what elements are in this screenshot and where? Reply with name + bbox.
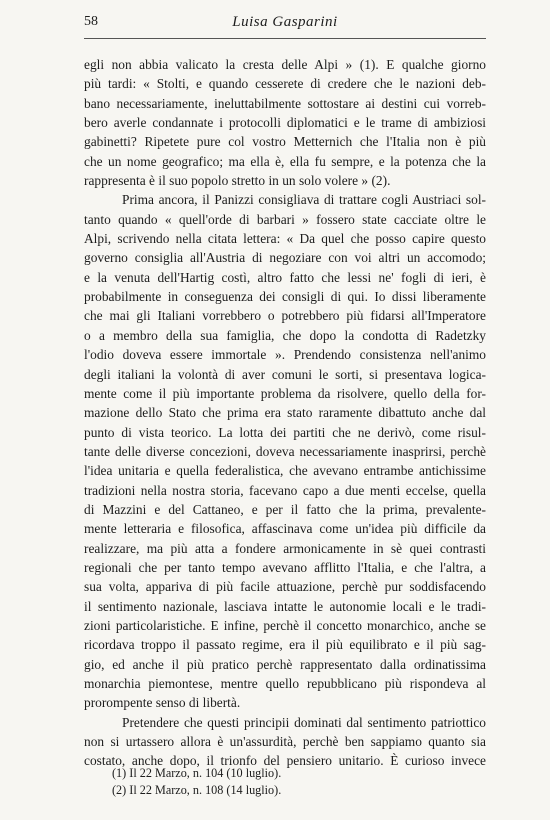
text-line: zioni particolaristiche. E infine, perchè il concetto monarchico, anche se xyxy=(84,617,486,633)
text-line: costato, anche dopo, il trionfo del pensiero unitario. È curioso invece xyxy=(84,753,486,769)
text-line: egli non abbia valicato la cresta delle Alpi » (1). E qualche giorno xyxy=(84,57,486,72)
text-line: probabilmente in conseguenza dei consigli di qui. Io dissi liberamente xyxy=(84,289,486,305)
text-line: degli italiani la volontà di aver comuni le sorti, si presentava logica- xyxy=(84,366,486,382)
text-line: tante delle diverse concezioni, doveva necessariamente inasprirsi, perchè xyxy=(84,443,486,459)
footnotes xyxy=(84,765,486,799)
text-line: regionali che per tanto tempo avevano afflitto l'Italia, e che l'altra, a xyxy=(84,559,486,575)
text-line: gio, ed anche il più pratico perchè rappresentato dalla ordinatissima xyxy=(84,656,486,672)
text-line: governo consiglia all'Austria di negoziare con voi altri un accomodo; xyxy=(84,250,486,266)
text-line: mente come il più importante problema da risolvere, quello della for- xyxy=(84,385,486,401)
text-line: che mai gli Italiani vorrebbero o potrebbero più fidarsi all'Imperatore xyxy=(84,308,486,324)
text-line: mente letteraria e filosofica, affascinava come un'idea più difficile da xyxy=(84,521,486,537)
text-line: punto di vista teorico. La lotta dei partiti che ne derivò, come risul- xyxy=(84,424,486,440)
text-line: di Mazzini e del Cattaneo, e per il fatto che la prima, prevalente- xyxy=(84,501,486,517)
text-line: l'idea unitaria e quella federalistica, che avevano entrambe antichissime xyxy=(84,463,486,479)
text-line: Prima ancora, il Panizzi consigliava di trattare cogli Austriaci sol- xyxy=(122,192,486,208)
text-line: bano necessariamente, ineluttabilmente sottostare ai destini cui vorreb- xyxy=(84,95,486,111)
text-line: bero averle condannate i protocolli diplomatici e le trame di ambiziosi xyxy=(84,115,486,131)
text-line: rappresenta è il suo popolo stretto in un solo volere » (2). xyxy=(84,173,391,189)
text-line: realizzare, ma più atta a fondere armonicamente in sè quei contrasti xyxy=(84,540,486,556)
text-line: più tardi: « Stolti, e quando cesserete di credere che le nazioni deb- xyxy=(84,76,486,92)
text-line: tanto quando « quell'orde di barbari » fossero state cacciate oltre le xyxy=(84,211,486,227)
text-line: gabinetti? Ripetete pure col vostro Metternich che l'Italia non è più xyxy=(84,134,486,150)
footnote: (1) Il 22 Marzo, n. 104 (10 luglio). xyxy=(112,766,282,780)
text-line: l'odio doveva essere immortale ». Prendendo consistenza nell'animo xyxy=(84,347,486,363)
text-line: Alpi, scrivendo nella citata lettera: « Da quel che posso capire questo xyxy=(84,231,486,247)
running-head: Luisa Gasparini xyxy=(232,14,338,30)
body-text xyxy=(84,55,486,771)
text-line: che un nome geografico; ma ella è, ella fu sempre, e la potenza che la xyxy=(84,153,486,169)
page-number: 58 xyxy=(84,14,98,29)
footnote: (2) Il 22 Marzo, n. 108 (14 luglio). xyxy=(112,783,282,797)
text-line: monarchia piemontese, mentre quello repubblicano più rispondeva al xyxy=(84,676,486,691)
text-line: Pretendere che questi principii dominati dal sentimento patriottico xyxy=(122,714,486,730)
page-header xyxy=(84,14,486,39)
text-line: prorompente senso di libertà. xyxy=(84,695,241,711)
text-line: sua volta, appariva di più facile attuazione, perchè pur soddisfacendo xyxy=(84,579,486,595)
text-line: tradizioni nella nostra storia, facevano capo a due menti eccelse, quella xyxy=(84,482,486,498)
text-line: mazione dello Stato che prima era stato raramente dibattuto anche dal xyxy=(84,405,486,421)
text-line: il sentimento nazionale, lasciava intatte le autonomie locali e le tradi- xyxy=(84,598,486,614)
text-line: o a membro della sua famiglia, che dopo la condotta di Radetzky xyxy=(84,327,486,343)
text-line: ricordava troppo il passato regime, era il più equilibrato e il più sag- xyxy=(84,637,486,653)
text-line: e la venuta dell'Hartig costì, altro fatto che lessi ne' fogli di ieri, è xyxy=(84,269,486,285)
text-line: non si urtassero allora è un'assurdità, perchè ben sappiamo quanto sia xyxy=(84,734,486,750)
